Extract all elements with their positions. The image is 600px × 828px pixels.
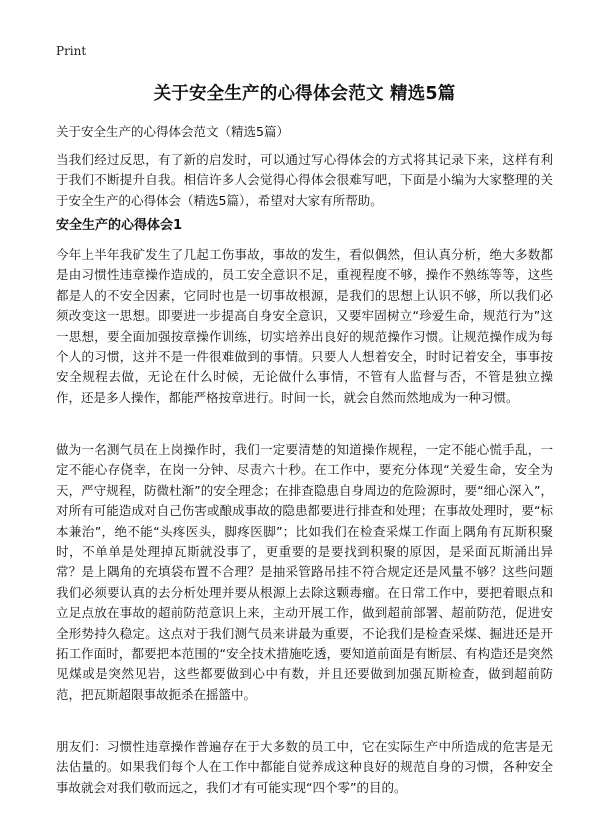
document-subtitle: 关于安全生产的心得体会范文（精选5篇）	[56, 124, 289, 139]
body-paragraph: 今年上半年我矿发生了几起工伤事故，事故的发生，看似偶然，但认真分析，绝大多数都是由习惯性违章操作造成的，员工安全意识不足，重视程度不够，操作不熟练等等，这些都是人的不安全因素，它同时也是一切事故根源，是我们的思想上认识不够，所以我们必须改变这一思想。即要进一步提高自身安全意识，又要牢固树立“珍爱生命，规范行为”这一思想，要全面加强按章操作训练，切实培养出良好的规范操作习惯。让规范操作成为每个人的习惯，这并不是一件很难做到的事情。只要人人想着安全，时时记着安全，事事按安全规程去做，无论在什么时候，无论做什么事情，不管有人监督与否，不管是独立操作，还是多人操作，都能严格按章进行。时间一长，就会自然而然地成为一种习惯。	[56, 247, 553, 405]
section-heading: 安全生产的心得体会1	[56, 218, 183, 233]
body-paragraph: 做为一名测气员在上岗操作时，我们一定要清楚的知道操作规程，一定不能心慌手乱，一定不能心存侥幸，在岗一分钟、尽责六十秒。在工作中，要充分体现“关爱生命，安全为天，严守规程，防微杜渐”的安全理念；在排查隐患自身周边的危险源时，要“细心深入”，对所有可能造成对自己伤害或酿成事故的隐患都要进行排查和处理；在事故处理时，要“标本兼治”，绝不能“头疼医头，脚疼医脚”；比如我们在检查采煤工作面上隅角有瓦斯积聚时，不单单是处理掉瓦斯就没事了，更重要的是要找到积聚的原因，是采面瓦斯涌出异常？是上隅角的充填袋布置不合理？是抽采管路吊挂不符合规定还是风量不够？这些问题我们必须要认真的去分析处理并要从根源上去除这颗毒瘤。在日常工作中，要把着眼点和立足点放在事故的超前防范意识上来，主动开展工作，做到超前部署、超前防范，促进安全形势持久稳定。这点对于我们测气员来讲最为重要，不论我们是检查采煤、掘进还是开拓工作面时，都要把本范围的“安全技术措施吃透，要知道前面是有断层、有构造还是突然见煤或是突然见岩，这些都要做到心中有数，并且还要做到加强瓦斯检查，做到超前防范，把瓦斯超限事故扼杀在摇篮中。	[56, 442, 553, 702]
intro-paragraph: 当我们经过反思，有了新的启发时，可以通过写心得体会的方式将其记录下来，这样有利于我们不断提升自我。相信许多人会觉得心得体会很难写吧，下面是小编为大家整理的关于安全生产的心得体会（精选5篇），希望对大家有所帮助。	[56, 152, 553, 208]
print-label: Print	[56, 44, 87, 58]
document-title: 关于安全生产的心得体会范文 精选5篇	[153, 84, 456, 104]
body-paragraph: 朋友们：习惯性违章操作普遍存在于大多数的员工中，它在实际生产中所造成的危害是无法估量的。如果我们每个人在工作中都能自觉养成这种良好的规范自身的习惯，各种安全事故就会对我们敬而远之，我们才有可能实现“四个零”的目的。	[56, 739, 553, 795]
